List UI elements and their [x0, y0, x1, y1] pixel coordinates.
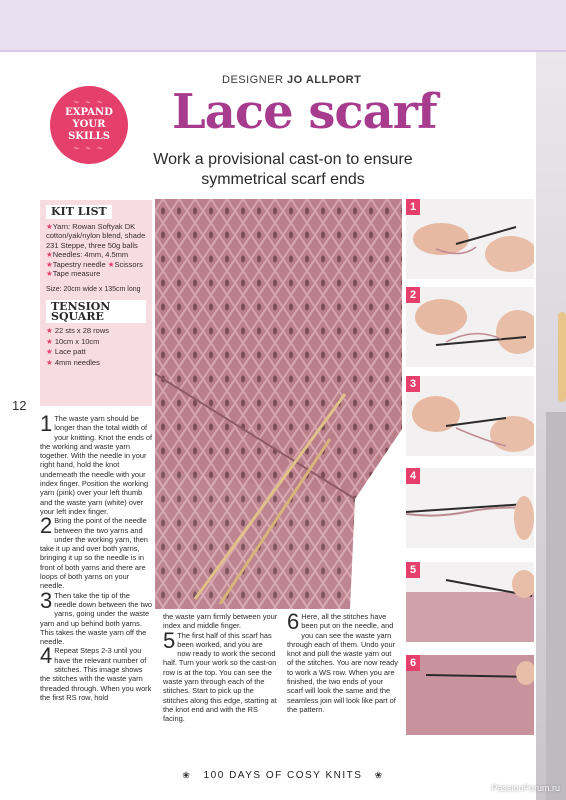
step6-text [287, 609, 399, 714]
knitted-fabric-illustration [406, 562, 534, 642]
star-icon: ★ [46, 357, 53, 367]
star-icon: ★ [46, 259, 53, 269]
kit-list-heading: KIT LIST [46, 205, 112, 219]
step-photo-number: 1 [406, 199, 420, 215]
designer-name: JO ALLPORT [287, 74, 362, 86]
kit-item: Yarn: Rowan Softyak DK cotton/yak/nylon blend, shade 231 Steppe, three 50g balls [46, 221, 146, 250]
step-photo-5 [406, 562, 534, 642]
scarf-main-photo [155, 199, 402, 609]
page-title: Lace scarf [172, 84, 437, 140]
badge-line1: EXPAND [65, 107, 113, 118]
page-number: 12 [12, 398, 27, 413]
watermark: PassionForum.ru [491, 783, 560, 793]
tension-item: 4mm needles [54, 357, 100, 367]
step2-body: Bring the point of the needle between the two yarns and under the working yarn, then take it up and over both yarns, bringing it up so the needle is in front of both yarns and there are loops of both yarns on your needle. [40, 516, 148, 591]
step3-text [40, 587, 154, 647]
kit-item: Tapestry needle [52, 259, 106, 269]
kit-list-items [46, 222, 146, 279]
star-icon: ★ [46, 269, 53, 278]
footer-title: 100 DAYS OF COSY KNITS [203, 770, 363, 781]
step5-body: The first half of this scarf has been worked, and you are now ready to work the second half. Turn your work so the cast-on row is at the top. You can see the waste yarn through each of the stitches. Start to pick up the stitches along this edge, starting at the knot end and with the RS facing. [163, 630, 277, 724]
hands-needle-illustration [406, 376, 534, 456]
star-icon: ★ [107, 259, 115, 269]
badge-ornament-top: ~ ~ ~ [73, 97, 105, 107]
page-footer [0, 770, 566, 781]
star-icon: ★ [46, 326, 53, 335]
star-icon: ★ [46, 336, 53, 346]
star-icon: ★ [46, 250, 53, 259]
tension-heading: TENSION SQUARE [46, 300, 146, 323]
flower-icon: ❀ [182, 770, 192, 780]
page-subtitle [138, 150, 428, 190]
step4-body: Repeat Steps 2-3 until you have the relevant number of stitches. This image shows the stitches with the waste yarn threaded through. When you work the first RS row, hold [40, 646, 152, 702]
kit-item: Tape measure [52, 269, 101, 278]
designer-label: DESIGNER [222, 74, 284, 86]
model-hair [558, 312, 566, 402]
step4-text [40, 643, 154, 702]
needle-stitches-illustration [406, 468, 534, 548]
step1-text [40, 411, 154, 516]
model-sweater [546, 412, 566, 800]
badge-line2: YOUR SKILLS [68, 119, 110, 142]
expand-skills-badge [50, 86, 128, 164]
badge-ornament-bottom: ~ ~ ~ [73, 143, 105, 153]
step1-body: The waste yarn should be longer than the total width of your knitting. Knot the ends of the working and waste yarn together. With the needle in your right hand, hold the knot underneath the needle with your index finger. Position the working yarn (pink) over your left thumb and the waste yarn (white) over your left index finger. [40, 414, 153, 516]
step3-body: Then take the tip of the needle down between the two yarns, going under the waste yarn and up behind both yarns. This takes the waste yarn off the needle. [40, 590, 153, 647]
tension-item: Lace patt [54, 347, 86, 356]
text-column-2 [163, 612, 278, 724]
step2-text [40, 513, 154, 591]
step4-continued: the waste yarn firmly between your index and middle finger. [163, 612, 278, 631]
step-photo-2 [406, 287, 534, 367]
kit-item: Scissors [114, 259, 143, 269]
step2-number: 2 [40, 513, 53, 539]
knitted-fabric-illustration [406, 655, 534, 735]
step-photo-number: 6 [406, 655, 420, 671]
hands-needle-illustration [406, 199, 534, 279]
flower-icon: ❀ [374, 770, 384, 780]
step5-text [163, 627, 278, 724]
model-photo-strip [536, 52, 566, 800]
step-photo-number: 5 [406, 562, 420, 578]
step-photo-number: 2 [406, 287, 420, 303]
step-photo-number: 3 [406, 376, 420, 392]
subtitle-line2: symmetrical scarf ends [201, 171, 365, 188]
text-column-1 [40, 411, 154, 702]
step6-body: Here, all the stitches have been put on the needle, and you can see the waste yarn through each of them. Undo your knot and pull the waste yarn out of the stitches. You are now ready to work a WS row. When you are finished, the two ends of your scarf will look the same and the seamless join will look like part of the pattern. [287, 612, 398, 714]
step1-number: 1 [40, 411, 53, 436]
step4-number: 4 [40, 643, 53, 669]
hands-needle-illustration [406, 287, 534, 367]
star-icon: ★ [46, 221, 53, 231]
top-band [0, 0, 566, 52]
star-icon: ★ [46, 347, 53, 356]
step-photo-number: 4 [406, 468, 420, 484]
tension-item: 22 sts x 28 rows [54, 326, 110, 335]
kit-item: Needles: 4mm, 4.5mm [52, 250, 129, 259]
subtitle-line1: Work a provisional cast-on to ensure [153, 151, 413, 168]
step-photo-4 [406, 468, 534, 548]
text-column-3 [287, 609, 399, 714]
kit-list-panel [40, 200, 152, 406]
step6-number: 6 [287, 609, 300, 634]
tension-items [46, 326, 146, 368]
size-note: Size: 20cm wide x 135cm long [46, 285, 141, 293]
tension-item: 10cm x 10cm [54, 336, 100, 346]
scarf-illustration [155, 199, 402, 609]
step-photo-1 [406, 199, 534, 279]
step-photo-3 [406, 376, 534, 456]
step-photo-6 [406, 655, 534, 735]
step3-number: 3 [40, 587, 53, 613]
step5-number: 5 [163, 627, 176, 653]
